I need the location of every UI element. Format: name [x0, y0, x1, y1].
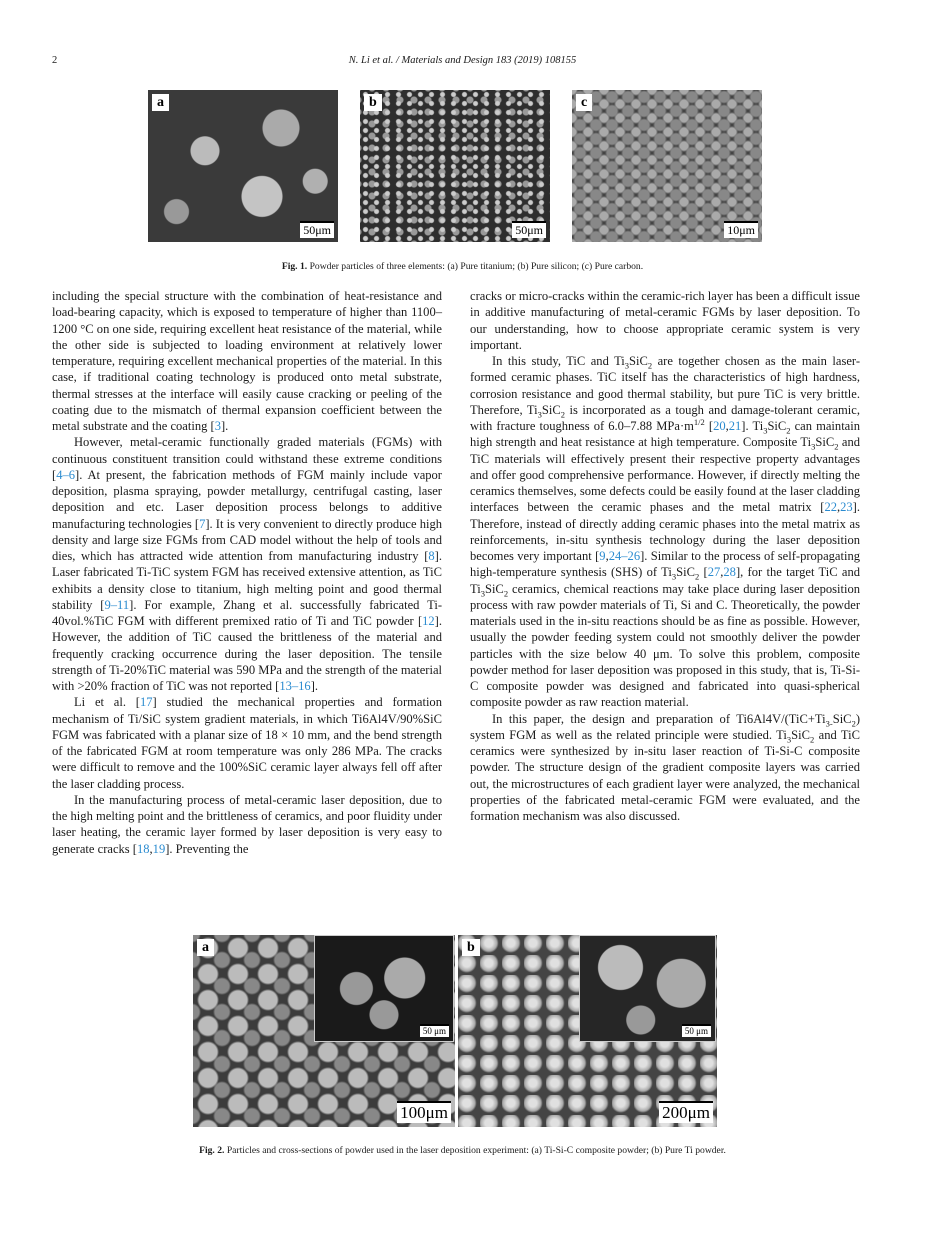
- scale-bar: 10μm: [724, 221, 758, 238]
- superscript: 1/2: [693, 416, 705, 427]
- cross-section-inset: [314, 935, 454, 1042]
- subscript: 3: [624, 360, 630, 371]
- text-run: SiC: [484, 581, 504, 596]
- caption-label: Fig. 1.: [281, 261, 308, 272]
- text-run: cracks or micro-cracks within the ceramic-rich layer has been a difficult issue in additive manufacturing of metal-ceramic FGMs by laser deposition. To our understanding, how to choose appropriate ceramic system is very important.: [470, 289, 860, 352]
- paragraph: [52, 434, 442, 694]
- citation-link[interactable]: 27: [707, 565, 721, 580]
- text-run: SiC: [629, 354, 648, 368]
- citation-link[interactable]: 20: [713, 419, 726, 433]
- inset-scale-bar: 50 μm: [420, 1024, 449, 1037]
- text-run: ]. For example, Zhang et al. successfully fabricated Ti-40vol.%TiC FGM with different premixed ratio of Ti and TiC powder [: [52, 597, 442, 628]
- text-run: ]. However, the addition of TiC caused the brittleness of the material and frequently cracking occurrence during the laser deposition. The tensile strength of Ti-20%TiC material was 590 MPa and the strength of the material with >20% fraction of TiC was not reported [: [52, 614, 442, 693]
- text-run: ,: [725, 419, 729, 433]
- paragraph: [52, 792, 442, 857]
- text-run: In the manufacturing process of metal-ceramic laser deposition, due to the high melting point and the brittleness of ceramics, and poor fluidity under laser heating, the ceramic layer formed by laser deposition is very easy to generate cracks [: [52, 792, 442, 856]
- text-run: In this paper, the design and preparation of Ti6Al4V/(TiC+Ti: [492, 711, 826, 726]
- text-run: ]. Ti: [741, 419, 764, 433]
- text-run: ,: [836, 500, 841, 515]
- citation-link[interactable]: 24–26: [608, 549, 641, 563]
- subscript: 3: [763, 425, 768, 436]
- text-run: Li et al. [: [74, 695, 140, 710]
- text-run: including the special structure with the combination of heat-resistance and load-bearing capacity, which is exposed to temperature of higher than 1100–1200 °C on one side, requiring excellent heat resistance of the material, while the other side is subjected to loading environment at relatively lower temperature, requiring excellent mechanical properties of the material. In this case, if traditional coating technology is produced onto metal substrate, thermal stresses at the interface will easily cause cracking or peeling of the coating due to the mismatch of thermal expansion coefficient between the metal substrate and the coating [: [52, 289, 442, 433]
- text-run: and TiC ceramics were synthesized by in-situ laser reaction of Ti-Si-C composite powder. The structure design of the gradient composite layers was carried out, the microstructures of each gradient layer were analyzed, the mechanical properties of the fabricated metal-ceramic FGM were evaluated, and the formation mechanism was also discussed.: [470, 727, 860, 823]
- subscript: 2: [503, 588, 509, 598]
- left-column-text: [52, 288, 442, 857]
- panel-label: a: [152, 94, 169, 111]
- text-run: ,: [605, 549, 609, 563]
- text-run: are together chosen as the main laser-formed ceramic phases. TiC itself has the characteristics of high hardness, corrosion resistance and good thermal stability, but pure TiC is very brittle. Therefore, Ti: [470, 354, 860, 417]
- scale-bar: 50μm: [300, 221, 334, 238]
- paragraph: [52, 694, 442, 792]
- citation-link[interactable]: 28: [723, 565, 736, 580]
- text-run: SiC: [832, 711, 852, 726]
- subscript: 2: [694, 571, 700, 582]
- text-run: ]. Preventing the: [165, 841, 249, 856]
- panel-label: b: [364, 94, 382, 111]
- subscript: 3: [537, 409, 542, 420]
- scale-bar: 200μm: [659, 1101, 713, 1123]
- subscript: 3-: [825, 718, 833, 728]
- paragraph: [470, 288, 860, 353]
- running-header: N. Li et al. / Materials and Design 183 (2019) 108155: [348, 55, 577, 66]
- text-run: ]. At present, the fabrication methods of FGM mainly include vapor deposition, plasma spraying, powder metallurgy, centrifugal casting, laser deposition and etc. Laser deposition process belongs to additive manufacturing technologies [: [52, 467, 442, 531]
- citation-link[interactable]: 18: [136, 841, 150, 856]
- subscript: 3: [811, 441, 816, 452]
- citation-link[interactable]: 7: [199, 516, 206, 531]
- text-run: ] studied the mechanical properties and formation mechanism of Ti/SiC system gradient materials, in which Ti6Al4V/90%SiC FGM was fabricated with a planar size of 18 × 10 mm, and the bend strength of the fabricated FGM at room temperature was only 286 MPa. The cracks were difficult to remove and the 100%SiC ceramic layer always fell off after the laser cladding process.: [52, 695, 442, 791]
- text-run: ].: [310, 679, 319, 693]
- paragraph: [470, 353, 860, 711]
- text-run: However, metal-ceramic functionally graded materials (FGMs) with continuous constituent transition could withstand these extreme conditions [: [52, 435, 442, 482]
- figure1-panel-c-image: [572, 90, 762, 242]
- text-run: SiC: [676, 565, 695, 580]
- paragraph: [52, 288, 442, 434]
- text-run: is incorporated as a tough and damage-tolerant ceramic, with fracture toughness of 6.0–7.88 MPa·m: [470, 402, 860, 433]
- panel-label: a: [197, 939, 214, 956]
- citation-link[interactable]: 17: [139, 695, 153, 710]
- text-run: SiC: [791, 727, 810, 742]
- figure1-panel-a-image: [148, 90, 338, 242]
- text-run: ]. Laser fabricated Ti-TiC system FGM has received extensive attention, as TiC exhibits a density close to titanium, high melting point and good thermal stability [: [52, 549, 442, 612]
- page-number: 2: [52, 55, 58, 66]
- text-run: ,: [720, 565, 724, 580]
- subscript: 3: [786, 734, 792, 745]
- paragraph: [470, 711, 860, 825]
- subscript: 2: [786, 425, 791, 436]
- text-run: SiC: [767, 419, 787, 433]
- subscript: 2: [809, 734, 815, 745]
- text-run: ,: [149, 841, 153, 856]
- text-run: ) system FGM as well as the related principle were studied. Ti: [470, 711, 860, 742]
- text-run: [: [704, 419, 714, 433]
- figure2-panel-b-image: [458, 935, 717, 1127]
- scale-bar: 50μm: [512, 221, 546, 238]
- figure2-panel-a-image: [193, 935, 455, 1127]
- figure1-caption: [0, 261, 925, 272]
- figure1-panel-b-image: [360, 90, 550, 242]
- subscript: 2: [560, 409, 565, 420]
- citation-link[interactable]: 9: [599, 549, 606, 563]
- scale-bar: 100μm: [397, 1101, 451, 1123]
- text-run: ]. It is very convenient to directly produce high density and large size FGMs from CAD model without the help of tools and dies, which has attracted wide attention from manufacturing industry [: [52, 516, 443, 563]
- citation-link[interactable]: 19: [152, 841, 166, 856]
- text-run: SiC: [815, 435, 835, 450]
- panel-label: b: [462, 939, 480, 956]
- text-run: ceramics, chemical reactions may take place during laser deposition process with raw powder materials of Ti, Si and C. Theoretically, the powder materials used in the in-situ reactions should be as fine as possible. However, usually the powder feeding system could not smoothly deliver the powder particles with the size below 40 μm. To solve this problem, composite powder method for laser deposition was proposed in this study, that is, Ti-Si-C composite powder was designed and fabricated into quasi-spherical composite powder as raw reaction material.: [470, 581, 860, 710]
- text-run: can maintain high strength and heat resistance at high temperature. Composite Ti: [470, 419, 861, 450]
- text-run: SiC: [541, 402, 561, 417]
- text-run: ], for the target TiC and Ti: [470, 565, 860, 596]
- citation-link[interactable]: 13–16: [279, 679, 311, 693]
- subscript: 3: [671, 571, 677, 582]
- citation-link[interactable]: 22: [824, 500, 837, 515]
- citation-link[interactable]: 8: [428, 549, 435, 563]
- cross-section-inset: [579, 935, 716, 1042]
- subscript: 2: [834, 441, 839, 452]
- citation-link[interactable]: 12: [422, 614, 435, 628]
- caption-text: Particles and cross-sections of powder used in the laser deposition experiment: (a) Ti-Si-C composite powder; (b) Pure Ti powder.: [224, 1145, 726, 1156]
- subscript: 2: [647, 360, 653, 371]
- right-column-text: [470, 288, 860, 824]
- text-run: [: [699, 565, 708, 580]
- citation-link[interactable]: 4–6: [56, 467, 76, 482]
- caption-text: Powder particles of three elements: (a) Pure titanium; (b) Pure silicon; (c) Pure carbon.: [307, 261, 644, 272]
- caption-label: Fig. 2.: [199, 1145, 225, 1156]
- subscript: 3: [480, 588, 485, 598]
- inset-scale-bar: 50 μm: [682, 1024, 711, 1037]
- text-run: and TiC materials will effectively present their respective property advantages and offer good comprehensive performance. However, if directly melting the ceramics themselves, some defects could be easily found at the laser cladding interfaces between the ceramic phases and the metal matrix [: [470, 435, 860, 515]
- citation-link[interactable]: 3: [214, 419, 221, 433]
- panel-label: c: [576, 94, 592, 111]
- figure2-caption: [0, 1145, 925, 1156]
- citation-link[interactable]: 23: [840, 500, 853, 515]
- text-run: ].: [221, 419, 229, 433]
- citation-link[interactable]: 21: [728, 419, 742, 433]
- text-run: ]. Similar to the process of self-propagating high-temperature synthesis (SHS) of Ti: [470, 549, 860, 580]
- subscript: 2: [851, 718, 856, 728]
- text-run: ]. Therefore, instead of directly adding ceramic phases into the metal matrix as reinforcements, in-situ synthesis technology during the laser deposition becomes very important [: [470, 500, 860, 563]
- text-run: In this study, TiC and Ti: [492, 354, 625, 368]
- citation-link[interactable]: 9–11: [104, 597, 130, 612]
